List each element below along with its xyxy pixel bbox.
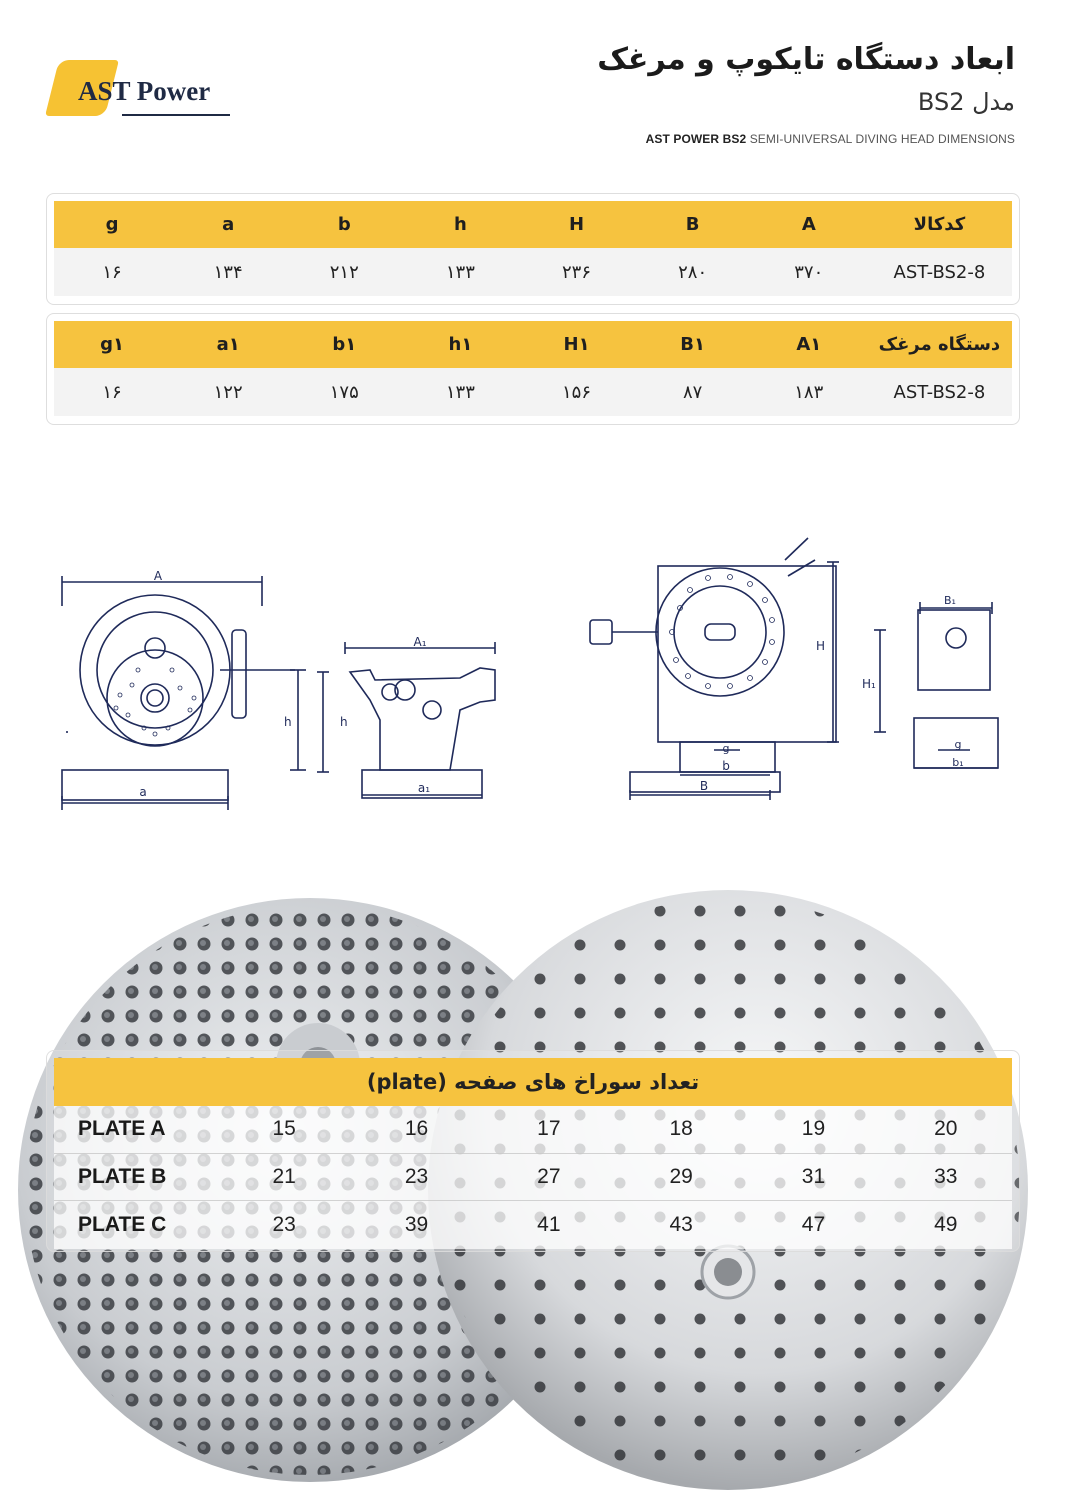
label-a1: a₁	[417, 781, 431, 795]
plate-name: PLATE C	[78, 1212, 167, 1236]
label-B: B	[699, 779, 709, 793]
table-cell: ۲۸۰	[678, 261, 708, 283]
table-cell: 17	[537, 1117, 561, 1141]
table-header-row	[54, 321, 1012, 368]
label-B1: B₁	[944, 594, 956, 607]
table-cell: ۱۳۳	[445, 261, 475, 283]
plate-holes-table	[46, 1050, 1020, 1252]
table-cell: 20	[934, 1117, 958, 1141]
table-cell: ۱۳۳	[445, 381, 475, 403]
label-h1: h	[340, 715, 348, 729]
header-cell: g۱	[100, 334, 124, 355]
dividing-head-side-view	[590, 538, 839, 800]
header-cell: B۱	[680, 334, 706, 355]
technical-drawing	[40, 520, 1025, 820]
tailstock-front-view	[874, 602, 998, 768]
table-cell: ۲۱۲	[329, 261, 359, 283]
table-cell: ۱۳۴	[213, 261, 243, 283]
header-cell: a۱	[216, 334, 240, 355]
brand-logo	[52, 58, 232, 120]
table-cell: ۱۷۵	[329, 381, 359, 403]
page-title: ابعاد دستگاه تایکوپ و مرغک	[597, 42, 1015, 77]
header-cell: کدکالا	[913, 214, 966, 235]
header-cell: A	[801, 214, 816, 235]
label-h: h	[284, 715, 292, 729]
label-H: H	[816, 639, 826, 653]
header-cell: B	[685, 214, 700, 235]
table-cell: 49	[934, 1212, 958, 1236]
header-cell: b۱	[332, 334, 357, 355]
table-cell: 16	[404, 1117, 429, 1141]
header-cell: b	[337, 214, 351, 235]
table-cell: ۱۶	[102, 261, 122, 283]
label-A1: A₁	[413, 635, 427, 649]
label-A: A	[153, 569, 163, 583]
english-caption	[646, 132, 1015, 146]
table-cell: 18	[669, 1117, 693, 1141]
table-cell: ۱۵۶	[562, 381, 592, 403]
header-cell: H۱	[563, 334, 590, 355]
caption-text: SEMI-UNIVERSAL DIVING HEAD DIMENSIONS	[746, 132, 1015, 146]
table-cell: ۲۳۶	[562, 261, 592, 283]
table-cell: 23	[404, 1164, 429, 1188]
table-cell: 47	[801, 1212, 826, 1236]
table-cell: 21	[272, 1164, 296, 1188]
table-cell: ۱۸۳	[794, 381, 824, 403]
plate-name: PLATE B	[78, 1164, 167, 1188]
header-cell: h	[453, 214, 467, 235]
logo-text: AST Power	[78, 76, 211, 106]
table-row	[54, 1154, 1012, 1202]
table-cell: AST-BS2-8	[893, 381, 986, 403]
table-cell: 41	[537, 1212, 561, 1236]
table-cell: ۳۷۰	[794, 261, 824, 283]
dividing-head-front-view	[62, 576, 306, 810]
plate-name: PLATE A	[78, 1117, 166, 1141]
table-cell: 23	[272, 1212, 296, 1236]
table-cell: 39	[404, 1212, 429, 1236]
index-holes-pattern	[670, 575, 775, 689]
table-cell: AST-BS2-8	[893, 261, 986, 283]
table-cell: 33	[934, 1164, 958, 1188]
caption-brand: AST POWER BS2	[645, 132, 747, 146]
table-cell: 27	[537, 1164, 561, 1188]
header-cell: a	[222, 214, 235, 235]
dividing-head-dimensions-table	[46, 193, 1020, 305]
header-cell: H	[568, 214, 585, 235]
table-row	[54, 1201, 1012, 1249]
label-b1: b₁	[952, 756, 964, 769]
logo-underline	[122, 114, 230, 116]
table-cell: ۱۲۲	[213, 381, 243, 403]
table-cell: ۱۶	[102, 381, 122, 403]
label-H1: H₁	[862, 677, 876, 691]
header-cell: A۱	[796, 334, 822, 355]
table-cell: 43	[669, 1212, 693, 1236]
plate-holes-pattern	[114, 668, 196, 736]
table-cell: ۸۷	[682, 381, 703, 403]
plate-table-title: تعداد سوراخ های صفحه (plate)	[54, 1058, 1012, 1106]
header-cell: h۱	[448, 334, 473, 355]
table-cell: 29	[669, 1164, 693, 1188]
label-a: a	[139, 785, 147, 799]
table-row	[54, 1106, 1012, 1154]
table-cell: 15	[272, 1117, 296, 1141]
table-header-row	[54, 201, 1012, 248]
table-cell: 19	[801, 1117, 826, 1141]
header-cell: دستگاه مرغک	[878, 334, 1001, 355]
table-row	[54, 368, 1012, 416]
label-b: b	[722, 759, 730, 773]
tailstock-dimensions-table	[46, 313, 1020, 425]
header-cell: g	[105, 214, 119, 235]
table-cell: 31	[801, 1164, 826, 1188]
model-subtitle: مدل BS2	[917, 88, 1015, 116]
label-g1: g	[954, 738, 962, 751]
label-g: g	[722, 742, 730, 755]
table-row	[54, 248, 1012, 296]
